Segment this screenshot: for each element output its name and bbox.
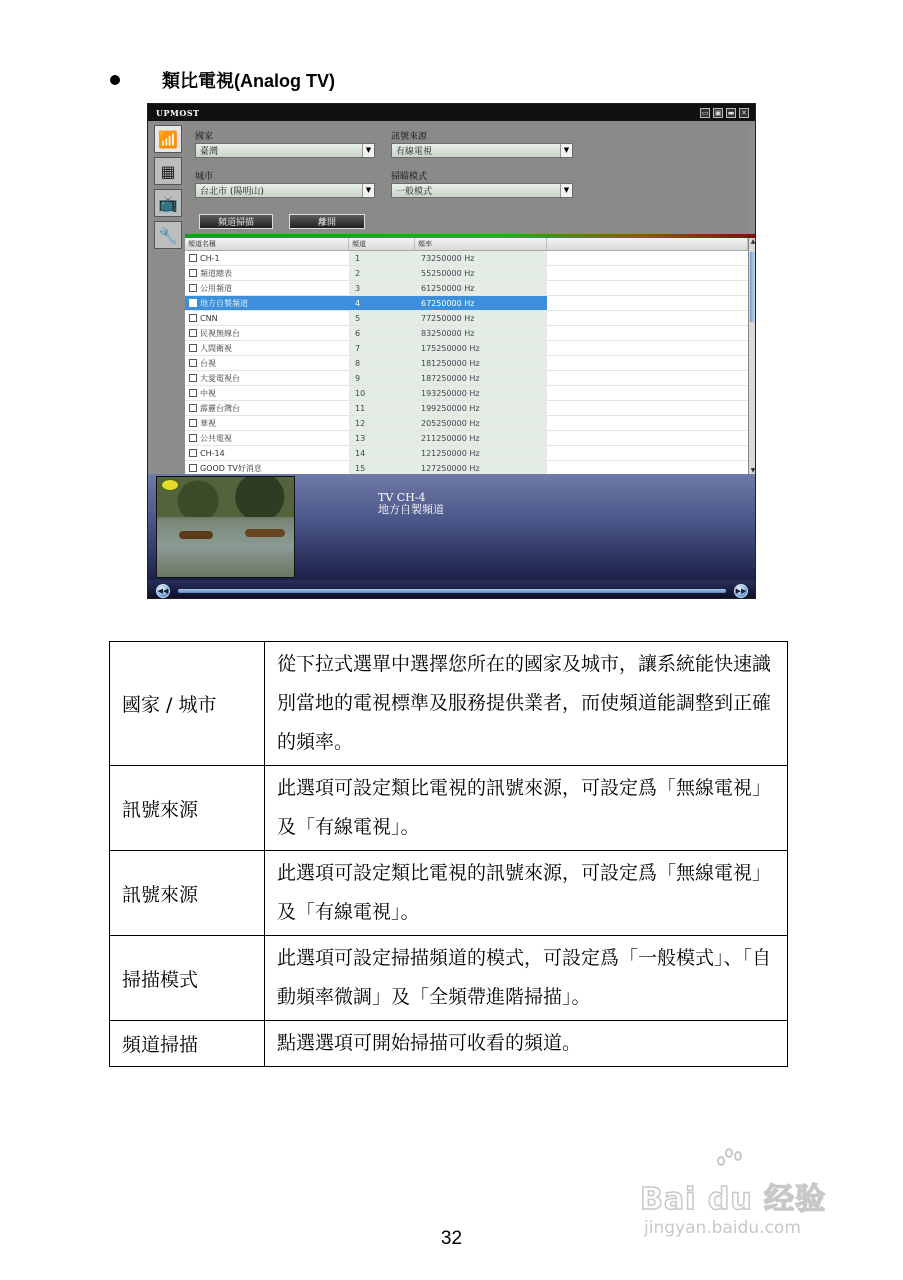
scroll-down-icon[interactable]: ▼ (750, 467, 756, 474)
channel-name: 公共電視 (200, 433, 232, 443)
channel-name: 霹靂台灣台 (200, 403, 240, 413)
channel-name: 公用頻道 (200, 283, 232, 293)
channel-checkbox[interactable] (189, 404, 197, 412)
channel-checkbox[interactable] (189, 389, 197, 397)
table-key: 掃描模式 (110, 936, 265, 1021)
description-table (109, 641, 788, 1067)
seek-forward-icon[interactable]: ▶▶ (734, 584, 748, 598)
table-row[interactable] (185, 386, 748, 401)
channel-frequency: 181250000 Hz (415, 356, 547, 370)
table-value: 此選項可設定掃描頻道的模式，可設定爲「一般模式」、「自動頻率微調」及「全頻帶進階掃描」。 (265, 936, 788, 1021)
channel-name: 華視 (200, 418, 216, 428)
channel-frequency: 61250000 Hz (415, 281, 547, 295)
video-scene-boat (245, 529, 285, 537)
channel-number: 5 (349, 311, 415, 325)
channel-frequency: 175250000 Hz (415, 341, 547, 355)
table-row[interactable] (185, 356, 748, 371)
channel-number: 11 (349, 401, 415, 415)
channel-extra (547, 311, 748, 325)
playback-bar (148, 580, 756, 599)
channel-name-cell (185, 266, 349, 280)
chevron-down-icon[interactable]: ▼ (560, 144, 572, 157)
channel-checkbox[interactable] (189, 374, 197, 382)
table-key: 訊號來源 (110, 851, 265, 936)
page-number: 32 (440, 1228, 463, 1249)
channel-extra (547, 266, 748, 280)
table-row[interactable] (185, 281, 748, 296)
seek-track[interactable] (178, 589, 726, 593)
channel-number: 10 (349, 386, 415, 400)
channel-name-cell (185, 431, 349, 445)
bullet-icon (110, 75, 120, 85)
channel-name-cell (185, 356, 349, 370)
table-row[interactable] (185, 431, 748, 446)
signal-source-label: 訊號來源 (391, 132, 428, 142)
table-row[interactable] (185, 296, 748, 311)
table-row (110, 642, 788, 766)
channel-number: 12 (349, 416, 415, 430)
channel-frequency: 187250000 Hz (415, 371, 547, 385)
preview-panel (148, 474, 756, 580)
channel-list-icon[interactable]: ▦ (154, 157, 182, 185)
channel-name: 頻道總表 (200, 268, 232, 278)
section-heading (110, 66, 335, 94)
window-minimize-icon[interactable]: ▬ (727, 108, 735, 117)
signal-icon[interactable]: 📶 (154, 125, 182, 153)
channel-number: 1 (349, 251, 415, 265)
channel-name: 中視 (200, 388, 216, 398)
channel-extra (547, 461, 748, 474)
channel-name-cell (185, 386, 349, 400)
channel-frequency: 127250000 Hz (415, 461, 547, 474)
column-header-frequency[interactable]: 頻率 (415, 238, 547, 250)
channel-number: 15 (349, 461, 415, 474)
channel-checkbox[interactable] (189, 344, 197, 352)
watermark-logo-text: Bai du 经验 (640, 1182, 827, 1217)
exit-button[interactable]: 離開 (289, 214, 365, 229)
channel-number: 7 (349, 341, 415, 355)
table-row (110, 1021, 788, 1067)
table-key: 訊號來源 (110, 766, 265, 851)
table-row (110, 766, 788, 851)
channel-name-cell (185, 296, 349, 310)
channel-frequency: 67250000 Hz (415, 296, 547, 310)
channel-frequency: 55250000 Hz (415, 266, 547, 280)
description-table-body (110, 642, 788, 1067)
channel-number: 6 (349, 326, 415, 340)
app-brand: UPMOST (156, 107, 200, 118)
channel-scan-button[interactable]: 頻道掃描 (199, 214, 273, 229)
channel-name-cell (185, 446, 349, 460)
channel-number: 14 (349, 446, 415, 460)
wrench-icon[interactable]: 🔧 (154, 221, 182, 249)
scan-mode-select[interactable] (391, 183, 573, 198)
channel-extra (547, 341, 748, 355)
city-value: 台北市 (陽明山) (200, 187, 264, 197)
window-restore-icon[interactable]: ▣ (714, 108, 722, 117)
scan-mode-field (391, 169, 573, 198)
scan-mode-label: 掃瞄模式 (391, 172, 428, 182)
channel-name: GOOD TV好消息 (200, 463, 262, 473)
channel-checkbox[interactable] (189, 359, 197, 367)
channel-name: CH-14 (200, 448, 225, 458)
table-row (110, 936, 788, 1021)
channel-extra (547, 281, 748, 295)
channel-name: CH-1 (200, 253, 220, 263)
signal-source-field (391, 129, 573, 158)
table-key: 國家 / 城市 (110, 642, 265, 766)
country-field (195, 129, 375, 158)
channel-checkbox[interactable] (189, 464, 197, 472)
signal-source-value: 有線電視 (396, 147, 433, 157)
table-row[interactable] (185, 326, 748, 341)
channel-number: 4 (349, 296, 415, 310)
table-row[interactable] (185, 416, 748, 431)
paw-icon (715, 1148, 745, 1176)
channel-frequency: 193250000 Hz (415, 386, 547, 400)
channel-number: 3 (349, 281, 415, 295)
chevron-down-icon[interactable]: ▼ (560, 184, 572, 197)
channel-name-cell (185, 461, 349, 474)
channel-name: CNN (200, 313, 218, 323)
channel-name: 大愛電視台 (200, 373, 240, 383)
table-row[interactable] (185, 251, 748, 266)
table-row[interactable] (185, 311, 748, 326)
table-row[interactable] (185, 341, 748, 356)
table-value: 從下拉式選單中選擇您所在的國家及城市，讓系統能快速識別當地的電視標準及服務提供業者，而使頻道能調整到正確的頻率。 (265, 642, 788, 766)
country-select[interactable] (195, 143, 375, 158)
channel-rows (185, 251, 748, 474)
channel-name-cell (185, 326, 349, 340)
channel-frequency: 205250000 Hz (415, 416, 547, 430)
side-tabs (154, 125, 184, 253)
country-value: 臺灣 (200, 147, 219, 157)
window-close-icon[interactable]: ✕ (739, 108, 749, 118)
baidu-watermark (640, 1148, 850, 1248)
channel-extra (547, 356, 748, 370)
channel-name: 台視 (200, 358, 216, 368)
channel-checkbox[interactable] (189, 284, 197, 292)
now-playing-info (378, 492, 444, 516)
channel-extra (547, 296, 748, 310)
window-mode-icon[interactable]: ▭ (701, 108, 709, 117)
channel-number: 9 (349, 371, 415, 385)
tv-app-screenshot (147, 103, 756, 599)
channel-name-cell (185, 311, 349, 325)
column-header-channel[interactable]: 頻道 (349, 238, 415, 250)
channel-frequency: 211250000 Hz (415, 431, 547, 445)
video-scene-boat (179, 531, 213, 539)
channel-extra (547, 386, 748, 400)
channel-name-cell (185, 401, 349, 415)
table-row[interactable] (185, 266, 748, 281)
channel-checkbox[interactable] (189, 314, 197, 322)
channel-list (185, 238, 748, 474)
city-select[interactable] (195, 183, 375, 198)
seek-back-icon[interactable]: ◀◀ (156, 584, 170, 598)
watermark-url: jingyan.baidu.com (644, 1218, 801, 1238)
window-controls (700, 108, 749, 118)
channel-name-cell (185, 251, 349, 265)
channel-frequency: 83250000 Hz (415, 326, 547, 340)
channel-extra (547, 251, 748, 265)
column-header-empty (547, 238, 748, 250)
channel-name: 人間衛視 (200, 343, 232, 353)
channel-name-cell (185, 416, 349, 430)
table-value: 此選項可設定類比電視的訊號來源，可設定爲「無線電視」及「有線電視」。 (265, 851, 788, 936)
chevron-down-icon[interactable]: ▼ (362, 184, 374, 197)
scan-settings-panel (185, 121, 748, 234)
scroll-thumb[interactable] (750, 252, 756, 322)
channel-checkbox[interactable] (189, 329, 197, 337)
channel-frequency: 77250000 Hz (415, 311, 547, 325)
section-title: 類比電視(Analog TV) (162, 71, 335, 91)
city-field (195, 169, 375, 198)
channel-name: 民視無線台 (200, 328, 240, 338)
channel-extra (547, 326, 748, 340)
channel-checkbox[interactable] (189, 269, 197, 277)
channel-frequency: 199250000 Hz (415, 401, 547, 415)
channel-checkbox[interactable] (189, 299, 197, 307)
scroll-up-icon[interactable]: ▲ (750, 238, 756, 245)
channel-extra (547, 446, 748, 460)
signal-source-select[interactable] (391, 143, 573, 158)
table-value: 點選選項可開始掃描可收看的頻道。 (265, 1021, 788, 1067)
channel-name-cell (185, 341, 349, 355)
table-row[interactable] (185, 461, 748, 474)
channel-frequency: 121250000 Hz (415, 446, 547, 460)
channel-name-cell (185, 281, 349, 295)
table-row[interactable] (185, 446, 748, 461)
channel-list-scrollbar[interactable] (748, 238, 756, 474)
chevron-down-icon[interactable]: ▼ (362, 144, 374, 157)
country-label: 國家 (195, 132, 214, 142)
city-label: 城市 (195, 172, 214, 182)
channel-number: 2 (349, 266, 415, 280)
table-row[interactable] (185, 401, 748, 416)
table-key: 頻道掃描 (110, 1021, 265, 1067)
channel-logo-icon (161, 479, 179, 491)
table-value: 此選項可設定類比電視的訊號來源，可設定爲「無線電視」及「有線電視」。 (265, 766, 788, 851)
column-header-name[interactable]: 頻道名稱 (185, 238, 349, 250)
now-playing-channel: TV CH-4 (378, 491, 426, 504)
table-row (110, 851, 788, 936)
channel-extra (547, 416, 748, 430)
scan-mode-value: 一般模式 (396, 187, 433, 197)
app-titlebar (148, 104, 755, 121)
channel-checkbox[interactable] (189, 419, 197, 427)
channel-number: 8 (349, 356, 415, 370)
tv-icon[interactable]: 📺 (154, 189, 182, 217)
channel-name: 地方自製頻道 (200, 298, 248, 308)
channel-extra (547, 371, 748, 385)
channel-checkbox[interactable] (189, 434, 197, 442)
channel-checkbox[interactable] (189, 254, 197, 262)
table-row[interactable] (185, 371, 748, 386)
channel-checkbox[interactable] (189, 449, 197, 457)
channel-number: 13 (349, 431, 415, 445)
channel-list-header (185, 238, 748, 251)
video-preview[interactable] (156, 476, 295, 578)
channel-extra (547, 431, 748, 445)
now-playing-name: 地方自製頻道 (378, 503, 444, 516)
channel-frequency: 73250000 Hz (415, 251, 547, 265)
channel-extra (547, 401, 748, 415)
channel-name-cell (185, 371, 349, 385)
